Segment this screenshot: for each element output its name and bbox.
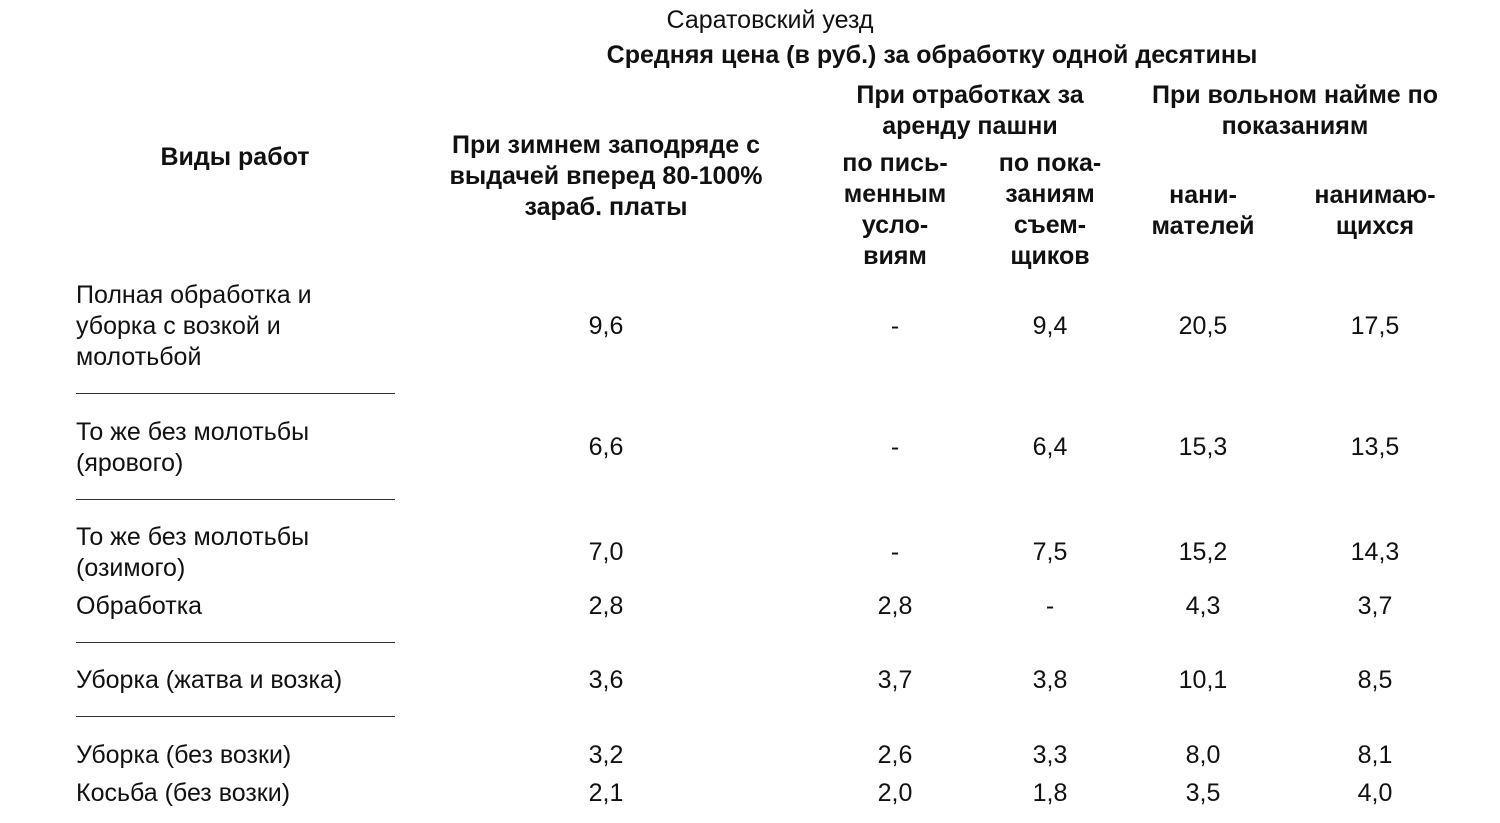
header-winter-line: зараб. платы (524, 193, 688, 221)
cell-otr-written: 2,8 (877, 592, 913, 620)
cell-employers: 15,3 (1178, 433, 1228, 461)
row-label (76, 591, 406, 622)
header-otr-tenants-line: заниям (1005, 180, 1095, 208)
row-divider (76, 393, 395, 394)
cell-winter: 9,6 (588, 312, 624, 340)
row-divider (76, 716, 395, 717)
header-employers-line: нани- (1169, 181, 1237, 209)
cell-employers: 20,5 (1178, 312, 1228, 340)
cell-winter: 3,2 (588, 741, 624, 769)
header-otrabotki-line: При отработках за (856, 81, 1084, 109)
row-label-line: Косьба (без возки) (76, 779, 291, 807)
header-winter-line: При зимнем заподряде с (451, 131, 761, 159)
cell-employees: 14,3 (1350, 538, 1400, 566)
cell-otr-tenants: 3,8 (1032, 666, 1068, 694)
row-label-line: Полная обработка и (76, 281, 312, 309)
row-divider (76, 499, 395, 500)
row-label-line: (ярового) (76, 449, 184, 477)
row-label (76, 280, 406, 373)
header-employers-line: мателей (1151, 212, 1255, 240)
cell-employers: 3,5 (1185, 779, 1221, 807)
row-label (76, 417, 406, 479)
cell-winter: 6,6 (588, 433, 624, 461)
cell-otr-written: 2,0 (877, 779, 913, 807)
header-otr-tenants (970, 148, 1130, 272)
header-employees (1285, 180, 1465, 242)
header-otr-written (815, 148, 975, 272)
cell-employers: 10,1 (1178, 666, 1228, 694)
cell-otr-tenants: 7,5 (1032, 538, 1068, 566)
cell-employees: 4,0 (1357, 779, 1393, 807)
table-subtitle: Средняя цена (в руб.) за обработку одной десятины (606, 41, 1258, 69)
cell-otr-tenants: - (1045, 592, 1055, 620)
header-otr-tenants-line: по пока- (998, 149, 1102, 177)
row-label-line: Обработка (76, 592, 203, 620)
row-label (76, 740, 406, 771)
row-label (76, 665, 406, 696)
header-free-hire (1120, 80, 1470, 142)
page-title: Саратовский уезд (666, 6, 874, 34)
cell-employees: 17,5 (1350, 312, 1400, 340)
header-winter-line: выдачей вперед 80-100% (449, 162, 763, 190)
cell-otr-tenants: 9,4 (1032, 312, 1068, 340)
cell-otr-written: - (890, 312, 900, 340)
cell-otr-written: - (890, 538, 900, 566)
cell-otr-written: 2,6 (877, 741, 913, 769)
cell-employees: 8,5 (1357, 666, 1393, 694)
header-otr-written-line: виям (863, 242, 927, 270)
cell-employers: 15,2 (1178, 538, 1228, 566)
row-divider (76, 642, 395, 643)
header-employees-line: нанимаю- (1314, 181, 1436, 209)
cell-otr-written: - (890, 433, 900, 461)
row-label-line: То же без молотьбы (76, 418, 310, 446)
row-label-line: (озимого) (76, 554, 186, 582)
header-otr-written-line: по пись- (842, 149, 948, 177)
row-label (76, 522, 406, 584)
header-work-types: Виды работ (160, 143, 310, 171)
cell-employees: 8,1 (1357, 741, 1393, 769)
header-otr-written-line: усло- (861, 211, 929, 239)
cell-otr-tenants: 1,8 (1032, 779, 1068, 807)
row-label (76, 778, 406, 809)
header-winter (416, 130, 796, 223)
cell-otr-tenants: 3,3 (1032, 741, 1068, 769)
cell-winter: 7,0 (588, 538, 624, 566)
header-otrabotki (820, 80, 1120, 142)
cell-employees: 3,7 (1357, 592, 1393, 620)
header-otr-tenants-line: щиков (1010, 242, 1090, 270)
cell-otr-written: 3,7 (877, 666, 913, 694)
header-free-hire-line: показаниям (1221, 112, 1369, 140)
header-employees-line: щихся (1335, 212, 1415, 240)
cell-winter: 3,6 (588, 666, 624, 694)
header-otr-tenants-line: съем- (1013, 211, 1087, 239)
header-otr-written-line: менным (843, 180, 947, 208)
row-label-line: То же без молотьбы (76, 523, 310, 551)
row-label-line: уборка с возкой и (76, 312, 281, 340)
header-otrabotki-line: аренду пашни (882, 112, 1058, 140)
cell-employers: 4,3 (1185, 592, 1221, 620)
row-label-line: Уборка (жатва и возка) (76, 666, 343, 694)
cell-employers: 8,0 (1185, 741, 1221, 769)
row-label-line: молотьбой (76, 343, 202, 371)
row-label-line: Уборка (без возки) (76, 741, 292, 769)
cell-otr-tenants: 6,4 (1032, 433, 1068, 461)
header-employers (1123, 180, 1283, 242)
cell-winter: 2,8 (588, 592, 624, 620)
header-free-hire-line: При вольном найме по (1151, 81, 1439, 109)
cell-employees: 13,5 (1350, 433, 1400, 461)
cell-winter: 2,1 (588, 779, 624, 807)
